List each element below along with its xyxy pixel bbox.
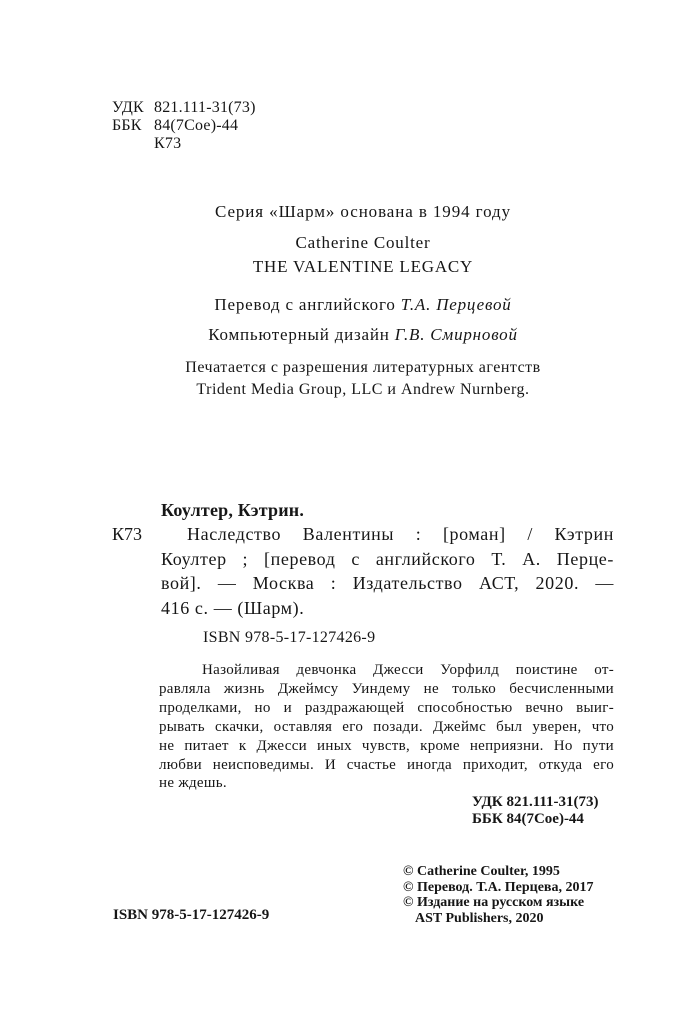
isbn-line: ISBN 978-5-17-127426-9: [203, 629, 376, 646]
annotation-line: не питает к Джесси иных чувств, кроме неприязни. Но пути: [159, 737, 614, 754]
udk-label: УДК: [112, 99, 144, 116]
original-title: THE VALENTINE LEGACY: [252, 257, 474, 276]
copyright-block: [403, 864, 593, 926]
original-author: Catherine Coulter: [295, 233, 431, 252]
copyright-line: © Catherine Coulter, 1995: [403, 864, 560, 879]
bbk-value: 84(7Сое)-44: [154, 117, 239, 134]
permission-note: [112, 357, 614, 401]
bib-author-mark: К73: [112, 524, 143, 544]
udk-value: 821.111-31(73): [154, 99, 256, 116]
bib-line: 416 с. — (Шарм).: [161, 597, 305, 618]
annotation-line: рывать скачки, оставляя его позади. Джеймс был уверен, что: [159, 718, 614, 735]
translation-credit: [112, 294, 614, 316]
spacer: [112, 135, 154, 153]
translator-name: Т.А. Перцевой: [400, 295, 512, 314]
author-mark-row: [112, 135, 256, 153]
design-label: Компьютерный дизайн: [208, 325, 395, 344]
designer-name: Г.В. Смирновой: [394, 325, 518, 344]
annotation-line: не ждешь.: [159, 775, 227, 792]
bbk-bold: ББК 84(7Сое)-44: [472, 811, 584, 827]
author-mark: К73: [154, 135, 182, 152]
classification-block: [112, 99, 256, 153]
bib-line: Коултер ; [перевод с английского Т. А. Перце-: [161, 548, 614, 569]
copyright-line: © Издание на русском языке: [403, 895, 585, 910]
footer-isbn: ISBN 978-5-17-127426-9: [113, 907, 270, 923]
bib-line: Наследство Валентины : [роман] / Кэтрин: [187, 524, 614, 544]
bib-line: вой]. — Москва : Издательство АСТ, 2020. —: [161, 573, 614, 593]
bib-description: [161, 522, 614, 620]
permission-line: Печатается с разрешения литературных агентств: [185, 359, 541, 376]
design-credit: [112, 324, 614, 346]
bbk-row: [112, 117, 256, 135]
annotation-line: проделками, но и раздражающей способностью вечно выиг-: [159, 699, 614, 716]
udk-row: [112, 99, 256, 117]
copyright-line: AST Publishers, 2020: [415, 910, 544, 926]
bbk-label: ББК: [112, 117, 142, 134]
udk-bold: УДК 821.111-31(73): [472, 794, 599, 810]
annotation-line: Назойливая девчонка Джесси Уорфилд поистине от-: [202, 662, 614, 678]
annotation: [159, 661, 614, 793]
bib-heading: Коултер, Кэтрин.: [161, 500, 305, 520]
annotation-line: любви неисповедимы. И счастье иногда приходит, откуда его: [159, 756, 614, 773]
copyright-line: © Перевод. Т.А. Перцева, 2017: [403, 879, 594, 895]
translation-label: Перевод с английского: [214, 295, 401, 314]
series-note: Серия «Шарм» основана в 1994 году: [215, 202, 511, 221]
annotation-line: равляла жизнь Джеймсу Уиндему не только бесчисленными: [159, 680, 614, 697]
permission-line: Trident Media Group, LLC и Andrew Nurnberg.: [196, 381, 530, 398]
classification-bold: [472, 794, 599, 828]
